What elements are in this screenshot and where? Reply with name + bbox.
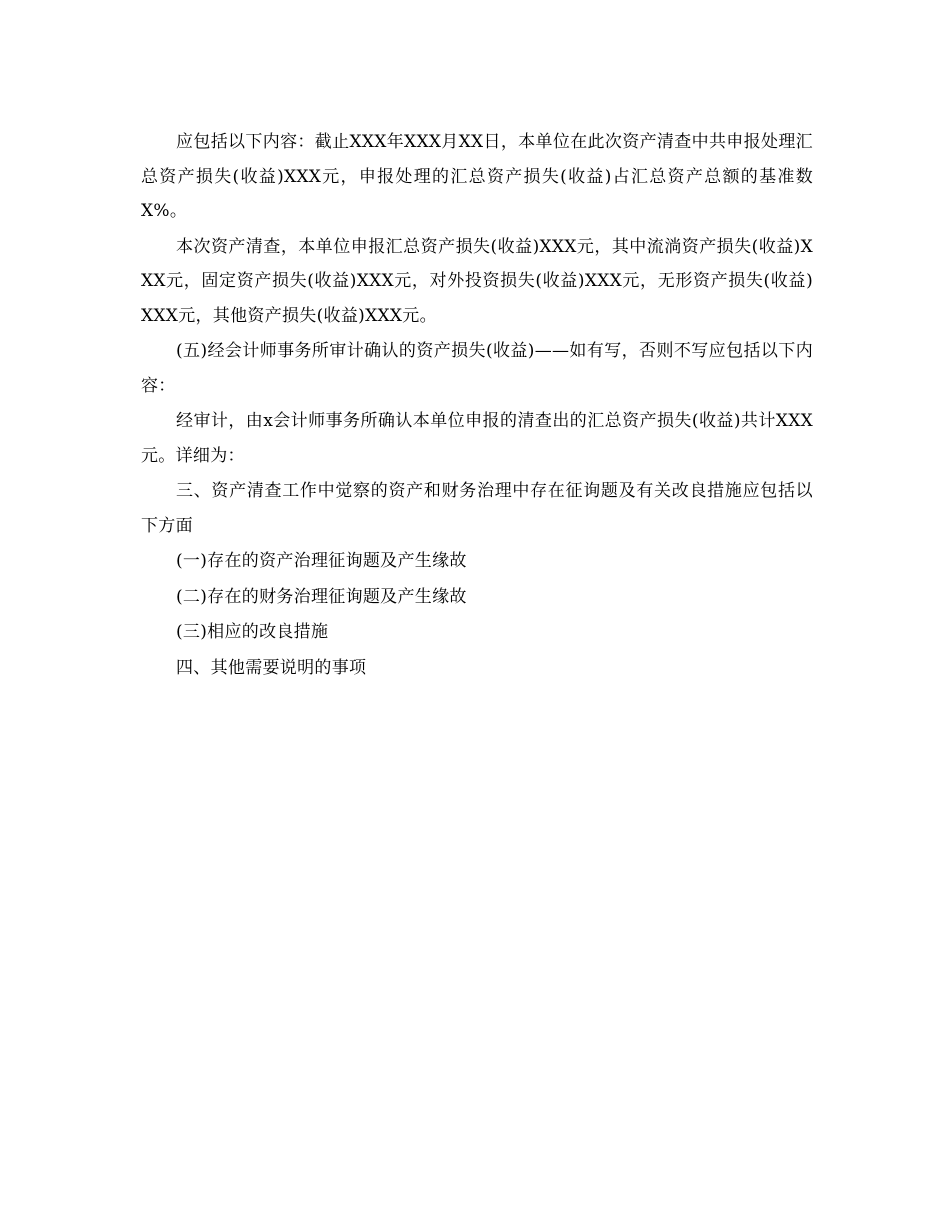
- paragraph-report-contents: 应包括以下内容：截止XXX年XXX月XX日，本单位在此次资产清查中共申报处理汇总资产损失(收益)XXX元，申报处理的汇总资产损失(收益)占汇总资产总额的基准数X%。: [141, 132, 813, 221]
- document-page: [141, 125, 813, 686]
- section-heading-three: 三、资产清查工作中觉察的资产和财务治理中存在征询题及有关改良措施应包括以下方面: [141, 481, 813, 536]
- subsection-asset-management-issues: (一)存在的资产治理征询题及产生缘故: [176, 551, 467, 571]
- paragraph-asset-loss-summary: 本次资产清查，本单位申报汇总资产损失(收益)XXX元，其中流淌资产损失(收益)XXX元，固定资产损失(收益)XXX元，对外投资损失(收益)XXX元，无形资产损失(收益)XXX元，其他资产损失(收益)XXX元。: [141, 236, 813, 326]
- paragraph-audit-confirmed-heading: (五)经会计师事务所审计确认的资产损失(收益)——如有写，否则不写应包括以下内容：: [141, 341, 813, 396]
- paragraph-audit-result: 经审计，由x会计师事务所确认本单位申报的清查出的汇总资产损失(收益)共计XXX元。详细为：: [141, 411, 813, 466]
- section-heading-four: 四、其他需要说明的事项: [176, 657, 367, 678]
- subsection-finance-management-issues: (二)存在的财务治理征询题及产生缘故: [176, 586, 467, 607]
- subsection-improvement-measures: (三)相应的改良措施: [176, 622, 329, 642]
